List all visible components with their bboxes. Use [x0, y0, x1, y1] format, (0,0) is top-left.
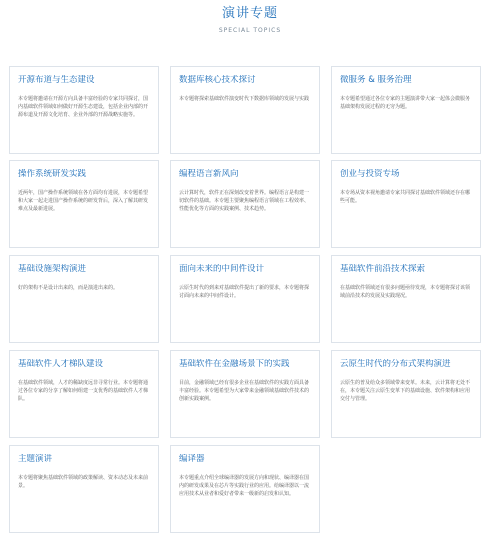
topic-title: 微服务 & 服务治理	[340, 75, 412, 85]
topic-description: 本专题希望通过各位专家的主题演讲带大家一起体会微服务基础架构发展过程的无穷为题。	[340, 96, 471, 110]
topic-card[interactable]	[331, 350, 481, 438]
topic-description: 云原生的普及给众多领域带来变革。未来，云计算将无处不在，本专题关注云原生变革下的基础设施、软件架构和应用交付与管理。	[340, 380, 471, 402]
page-subtitle: SPECIAL TOPICS	[218, 27, 282, 34]
topic-title: 基础软件前沿技术探索	[340, 264, 426, 274]
topic-title: 云原生时代的分布式架构演进	[340, 359, 451, 369]
topic-description: 本专场从资本视角邀请专家共同探讨基础软件领域还存在哪些可能。	[340, 190, 471, 204]
topic-description: 云原生时代的到来对基础软件提出了新的要求，本专题将探讨面向未来的中间件设计。	[179, 285, 310, 299]
topic-title: 创业与投资专场	[340, 169, 400, 179]
topic-description: 在基础软件领域，人才的稀缺度远非寻常行业。本专题将通过各位专家的分享了解如何组建一支优秀的基础软件人才梯队。	[18, 380, 149, 402]
topic-card[interactable]	[331, 255, 481, 343]
topic-card[interactable]	[170, 445, 320, 533]
topic-card[interactable]	[9, 350, 159, 438]
topic-card[interactable]	[9, 445, 159, 533]
topic-title: 编程语言新风向	[179, 169, 239, 179]
page-title: 演讲专题	[221, 6, 278, 21]
topic-card[interactable]	[9, 66, 159, 154]
topic-title: 面向未来的中间件设计	[179, 264, 265, 274]
topic-card[interactable]	[170, 66, 320, 154]
topic-card[interactable]	[9, 255, 159, 343]
topic-description: 本专题重点介绍全球编译器的发展方向和现状、编译器在国内的研发成果及在芯片等实践行业的应用。给编译器以一流应用技术从业者和爱好者带来一级新的启发和认知。	[179, 475, 310, 497]
topic-card[interactable]	[170, 350, 320, 438]
topic-description: 在基础软件领域还有很多问题亟待发现，本专题将探讨该领域前沿技术的发展及实践现况。	[340, 285, 471, 299]
topic-card[interactable]	[331, 66, 481, 154]
topic-description: 本专题将邀请在开源方向具备丰富经验的专家共同探讨，国内基础软件领域如何做好开源生态建设，包括企业内部的开源布道及开源文化培育、企业外部的开源战略实施等。	[18, 96, 149, 118]
topic-description: 云计算时代，软件正在深刻改变着世界。编程语言是构建一切软件的基础。本专题主要聚焦编程语言领域在工程效率、性能优化等方面的实践案例、技术趋势。	[179, 190, 310, 212]
topic-description: 近两年，国产操作系统领域在各方面均有进展，本专题希望和大家一起走进国产操作系统的研发背后，深入了解其研发难点及最新进展。	[18, 190, 149, 212]
topic-card[interactable]	[170, 160, 320, 248]
topic-title: 基础设施架构演进	[18, 264, 87, 274]
topic-card[interactable]	[170, 255, 320, 343]
topic-title: 操作系统研发实践	[18, 169, 87, 179]
topic-description: 本专题将聚焦基础软件领域的政策解读、资本动态及未来前景。	[18, 475, 149, 489]
topic-title: 开源布道与生态建设	[18, 75, 95, 85]
topic-title: 数据库核心技术探讨	[179, 75, 256, 85]
topic-title: 基础软件人才梯队建设	[18, 359, 104, 369]
topic-description: 本专题将探索基础软件演变时代下数据库领域的发展与实践	[179, 96, 310, 102]
topic-title: 基础软件在金融场景下的实践	[179, 359, 290, 369]
topic-card[interactable]	[331, 160, 481, 248]
topic-card[interactable]	[9, 160, 159, 248]
topic-description: 目前，金融领域已经有很多企业在基础软件的实践方面具备丰富经验。本专题希望为大家带来金融领域基础软件技术的创新实践案例。	[179, 380, 310, 402]
topic-title: 主题演讲	[18, 454, 53, 464]
topic-title: 编译器	[179, 454, 205, 464]
topic-description: 好的架构不是设计出来的，而是演进出来的。	[18, 285, 119, 291]
